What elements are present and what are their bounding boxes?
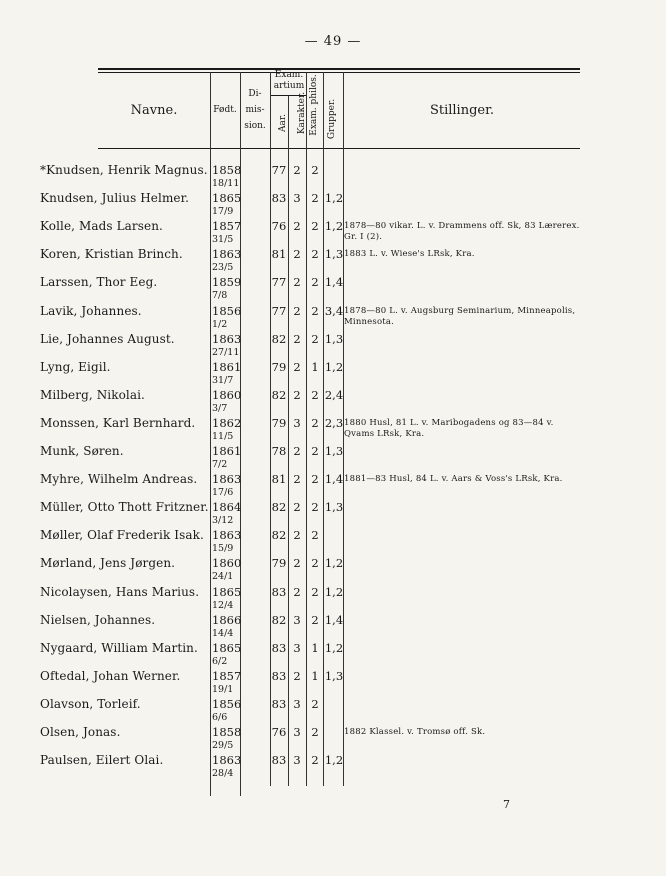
row-exam-philos: 2 [311, 584, 319, 599]
row-grupper: 1,2 [324, 556, 344, 571]
row-born: 1862 [212, 415, 242, 430]
row-exam-philos: 2 [311, 725, 319, 739]
header-exam-philos: Exam. philos. [309, 74, 319, 136]
row-exam-philos: 2 [311, 472, 319, 487]
header-dimission-line-3: sion. [244, 121, 266, 131]
row-aar: 79 [271, 359, 287, 374]
table-row [0, 303, 666, 331]
header-grupper: Grupper. [327, 98, 337, 140]
row-born: 1865 [212, 191, 242, 206]
row-name: Lie, Johannes August. [40, 331, 175, 346]
row-name: Paulsen, Eilert Olai. [40, 753, 164, 768]
header-exam-artium [271, 70, 307, 92]
row-dimission: 3/7 [212, 402, 228, 414]
row-grupper: 2,4 [324, 387, 344, 402]
row-born: 1866 [212, 612, 242, 627]
header-karakter: Karakter. [297, 91, 307, 135]
row-born: 1857 [212, 668, 242, 683]
row-born: 1861 [212, 359, 242, 374]
row-grupper: 1,4 [324, 275, 344, 290]
row-aar: 83 [271, 668, 287, 683]
row-aar: 77 [271, 303, 287, 318]
row-karakter: 2 [293, 556, 301, 571]
row-karakter: 2 [293, 219, 301, 234]
row-dimission: 28/4 [212, 768, 234, 780]
row-dimission: 7/2 [212, 459, 228, 470]
row-karakter: 2 [293, 584, 301, 599]
row-grupper: 1,3 [324, 500, 344, 515]
table-row [0, 162, 666, 190]
row-exam-philos: 1 [311, 359, 319, 374]
row-exam-philos: 2 [311, 219, 319, 234]
header-bottom-rule [98, 148, 580, 149]
row-aar: 79 [271, 556, 287, 571]
row-stillinger: 1882 Klassel. v. Tromsø off. Sk. [344, 727, 486, 737]
row-karakter: 2 [293, 303, 301, 318]
row-stillinger: 1883 L. v. Wiese's LRsk, Kra. [344, 249, 475, 260]
row-name: Olavson, Torleif. [40, 696, 141, 711]
table-row [0, 724, 666, 752]
header-aar: Aar. [278, 113, 288, 133]
row-aar: 81 [271, 247, 287, 262]
row-dimission: 24/1 [212, 571, 234, 583]
row-dimission: 6/2 [212, 655, 228, 667]
header-dimission-line-1: Di- [248, 89, 262, 99]
row-karakter: 2 [293, 163, 301, 177]
table-row [0, 415, 666, 443]
row-grupper: 1,3 [324, 444, 344, 458]
row-dimission: 31/7 [212, 374, 234, 386]
row-name: Oftedal, Johan Werner. [40, 668, 181, 683]
row-born: 1857 [212, 219, 242, 234]
row-name: Milberg, Nikolai. [40, 387, 145, 402]
header-stillinger: Stillinger. [429, 103, 495, 118]
row-name: Lyng, Eigil. [40, 359, 111, 374]
top-rule-thin [98, 72, 580, 73]
row-aar: 82 [271, 612, 287, 627]
row-stillinger: 1881—83 Husl, 84 L. v. Aars & Voss's LRsk, Kra. [344, 474, 563, 485]
row-grupper: 2,3 [324, 415, 344, 430]
row-born: 1864 [212, 500, 242, 515]
row-karakter: 2 [293, 387, 301, 402]
row-dimission: 15/9 [212, 543, 234, 555]
row-exam-philos: 2 [311, 500, 319, 515]
row-born: 1859 [212, 275, 242, 290]
row-dimission: 17/9 [212, 206, 234, 218]
row-name: Müller, Otto Thott Fritzner. [40, 500, 209, 515]
row-born: 1856 [212, 696, 242, 711]
row-dimission: 18/11 [212, 178, 240, 189]
row-born: 1858 [212, 725, 242, 739]
row-grupper: 1,4 [324, 472, 344, 487]
table-row [0, 218, 666, 246]
row-exam-philos: 2 [311, 415, 319, 430]
header-exam-artium-line-1: Exam. [274, 70, 304, 80]
row-exam-philos: 2 [311, 444, 319, 458]
row-grupper: 1,4 [324, 612, 344, 627]
row-exam-philos: 2 [311, 303, 319, 318]
row-karakter: 2 [293, 668, 301, 683]
row-dimission: 3/12 [212, 515, 234, 527]
row-aar: 79 [271, 415, 287, 430]
row-exam-philos: 2 [311, 247, 319, 262]
row-aar: 82 [271, 500, 287, 515]
row-name: Larssen, Thor Eeg. [40, 275, 158, 290]
table-row [0, 640, 666, 668]
table-row [0, 274, 666, 302]
table-row [0, 527, 666, 555]
row-born: 1863 [212, 472, 242, 487]
row-born: 1856 [212, 303, 242, 318]
row-karakter: 2 [293, 247, 301, 262]
row-name: Myhre, Wilhelm Andreas. [40, 472, 198, 487]
row-aar: 76 [271, 219, 287, 234]
row-born: 1865 [212, 584, 242, 599]
table-row [0, 555, 666, 583]
row-name: *Knudsen, Henrik Magnus. [40, 163, 208, 177]
row-name: Kolle, Mads Larsen. [40, 219, 163, 234]
row-name: Nygaard, William Martin. [40, 640, 198, 655]
row-grupper: 1,2 [324, 640, 344, 655]
row-dimission: 27/11 [212, 346, 240, 358]
row-born: 1863 [212, 528, 242, 543]
row-dimission: 23/5 [212, 262, 234, 274]
row-dimission: 7/8 [212, 290, 228, 302]
table-row [0, 584, 666, 612]
row-karakter: 3 [293, 753, 301, 768]
row-name: Lavik, Johannes. [40, 303, 142, 318]
row-name: Møller, Olaf Frederik Isak. [40, 528, 204, 543]
row-exam-philos: 2 [311, 612, 319, 627]
header-navne: Navne. [130, 103, 178, 118]
table-row [0, 331, 666, 359]
top-rule-thick [98, 68, 580, 70]
row-name: Knudsen, Julius Helmer. [40, 191, 190, 206]
row-dimission: 1/2 [212, 318, 228, 330]
row-aar: 81 [271, 472, 287, 487]
row-aar: 77 [271, 163, 287, 177]
row-aar: 82 [271, 387, 287, 402]
row-aar: 83 [271, 696, 287, 711]
row-karakter: 3 [293, 696, 301, 711]
table-row [0, 387, 666, 415]
row-karakter: 2 [293, 472, 301, 487]
row-born: 1863 [212, 331, 242, 346]
table-row [0, 752, 666, 780]
row-exam-philos: 2 [311, 275, 319, 290]
header-fodt: Født. [213, 105, 237, 115]
row-exam-philos: 2 [311, 163, 319, 177]
row-exam-philos: 2 [311, 696, 319, 711]
table-row [0, 190, 666, 218]
row-aar: 78 [271, 444, 287, 458]
row-exam-philos: 2 [311, 528, 319, 543]
row-aar: 82 [271, 528, 287, 543]
row-dimission: 12/4 [212, 599, 234, 611]
row-name: Nicolaysen, Hans Marius. [40, 584, 200, 599]
row-aar: 83 [271, 584, 287, 599]
row-karakter: 2 [293, 444, 301, 458]
row-karakter: 3 [293, 725, 301, 739]
table-row [0, 471, 666, 499]
row-grupper: 1,2 [324, 753, 344, 768]
row-grupper: 1,3 [324, 247, 344, 262]
row-dimission: 19/1 [212, 683, 234, 695]
row-karakter: 2 [293, 359, 301, 374]
row-born: 1860 [212, 387, 242, 402]
row-stillinger: 1880 Husl, 81 L. v. Maribogadens og 83—84 v. Qvams LRsk, Kra. [344, 417, 554, 439]
row-dimission: 14/4 [212, 627, 234, 639]
row-stillinger: 1878—80 vikar. L. v. Drammens off. Sk, 83 Lærerex. Gr. I (2). [344, 221, 580, 243]
row-born: 1865 [212, 640, 242, 655]
row-exam-philos: 2 [311, 387, 319, 402]
header-dimission-line-2: mis- [245, 105, 265, 115]
header-exam-artium-line-2: artium [273, 81, 305, 91]
row-dimission: 6/6 [212, 711, 228, 723]
row-aar: 83 [271, 640, 287, 655]
row-karakter: 2 [293, 500, 301, 515]
row-dimission: 11/5 [212, 430, 234, 442]
row-born: 1863 [212, 247, 242, 262]
row-exam-philos: 1 [311, 640, 319, 655]
row-dimission: 31/5 [212, 234, 234, 246]
row-aar: 83 [271, 753, 287, 768]
row-name: Koren, Kristian Brinch. [40, 247, 183, 262]
signature-mark: 7 [503, 798, 510, 811]
row-grupper: 1,2 [324, 191, 344, 206]
row-karakter: 2 [293, 331, 301, 346]
table-row [0, 443, 666, 471]
row-aar: 83 [271, 191, 287, 206]
row-karakter: 3 [293, 191, 301, 206]
row-stillinger: 1878—80 L. v. Augsburg Seminarium, Minneapolis, Minnesota. [344, 305, 576, 327]
row-karakter: 3 [293, 415, 301, 430]
row-aar: 76 [271, 725, 287, 739]
row-grupper: 1,2 [324, 359, 344, 374]
row-grupper: 3,4 [324, 303, 344, 318]
row-born: 1858 [212, 163, 242, 177]
row-name: Mørland, Jens Jørgen. [40, 556, 176, 571]
header-dimission [240, 86, 270, 134]
table-row [0, 612, 666, 640]
table-row [0, 359, 666, 387]
row-karakter: 3 [293, 640, 301, 655]
row-exam-philos: 2 [311, 191, 319, 206]
row-grupper: 1,2 [324, 584, 344, 599]
row-aar: 82 [271, 331, 287, 346]
table-row [0, 668, 666, 696]
row-aar: 77 [271, 275, 287, 290]
row-born: 1863 [212, 753, 242, 768]
row-exam-philos: 2 [311, 556, 319, 571]
row-grupper: 1,2 [324, 219, 344, 234]
row-born: 1860 [212, 556, 242, 571]
page-number: — 49 — [304, 34, 362, 49]
row-exam-philos: 1 [311, 668, 319, 683]
row-exam-philos: 2 [311, 331, 319, 346]
row-dimission: 29/5 [212, 740, 234, 751]
row-grupper: 1,3 [324, 331, 344, 346]
row-name: Monssen, Karl Bernhard. [40, 415, 196, 430]
row-born: 1861 [212, 444, 242, 458]
row-karakter: 2 [293, 528, 301, 543]
table-row [0, 499, 666, 527]
row-karakter: 3 [293, 612, 301, 627]
row-name: Olsen, Jonas. [40, 725, 121, 739]
row-dimission: 17/6 [212, 487, 234, 499]
row-name: Nielsen, Johannes. [40, 612, 156, 627]
row-karakter: 2 [293, 275, 301, 290]
table-row [0, 246, 666, 274]
row-grupper: 1,3 [324, 668, 344, 683]
table-row [0, 696, 666, 724]
row-exam-philos: 2 [311, 753, 319, 768]
row-name: Munk, Søren. [40, 444, 124, 458]
